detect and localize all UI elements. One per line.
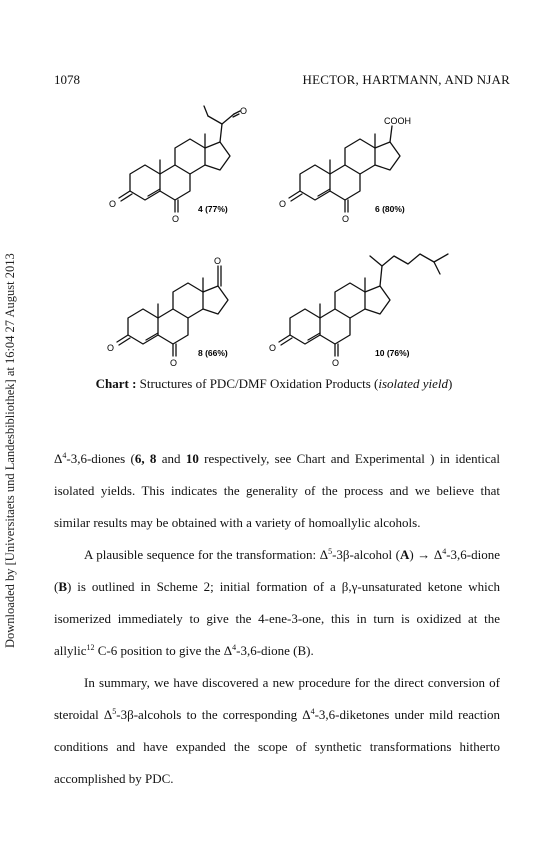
download-watermark: Downloaded by [Universitaets und Landesbibliothek] at 16:04 27 August 2013 — [3, 253, 17, 648]
structure-10 — [269, 254, 448, 368]
text-run: ) is outlined in Scheme 2; initial formation of a β,γ-unsaturated ketone which isomerized immediately to give the 4-ene-3-one, this in turn is oxidized at the allylic — [54, 579, 500, 658]
superscript: 4 — [442, 547, 447, 556]
oxygen-atom: O — [279, 199, 287, 209]
superscript: 5 — [112, 707, 117, 716]
text-run: ) → Δ — [409, 547, 443, 562]
compound-ref: B — [58, 579, 68, 594]
caption-lead: Chart : — [95, 376, 137, 391]
running-head: HECTOR, HARTMANN, AND NJAR — [302, 72, 510, 87]
structure-8 — [107, 256, 228, 368]
structure-label: 10 (76%) — [375, 348, 410, 358]
paragraph-1 — [54, 443, 500, 539]
superscript: 4 — [62, 451, 67, 460]
page-number: 1078 — [54, 72, 80, 87]
oxygen-atom: O — [109, 199, 117, 209]
paragraph-2 — [54, 539, 500, 667]
compound-ref: A — [400, 547, 410, 562]
reference-superscript: 12 — [86, 643, 95, 652]
structure-6 — [279, 116, 411, 224]
caption-italic: isolated yield — [378, 376, 449, 391]
superscript: 5 — [328, 547, 333, 556]
oxygen-atom: O — [170, 358, 178, 368]
text-run: -3β-alcohols to the corresponding Δ — [116, 707, 311, 722]
text-run: C-6 position to give the Δ — [94, 643, 233, 658]
structure-label: 8 (66%) — [198, 348, 228, 358]
text-run: and — [156, 451, 186, 466]
paragraph-3 — [54, 667, 500, 795]
text-run: -3,6-dione (B). — [236, 643, 314, 658]
structure-label: 6 (80%) — [375, 204, 405, 214]
oxygen-atom: O — [172, 214, 180, 224]
chart-caption — [0, 376, 548, 392]
body-text — [54, 443, 500, 795]
compound-ref: 6, 8 — [134, 451, 157, 466]
text-run: A plausible sequence for the transformation: Δ — [84, 547, 329, 562]
text-run: respectively, see Chart and Experimental ) in identical isolated yields. This indicates the generality of the process and we believe that similar results may be obtained with a variety of homoallylic alcohols. — [54, 451, 500, 530]
text-run: -3,6-dione ( — [54, 547, 500, 594]
oxygen-atom: O — [214, 256, 222, 266]
oxygen-atom: O — [342, 214, 350, 224]
chemical-structures-chart — [0, 0, 548, 380]
superscript: 4 — [310, 707, 315, 716]
delta-symbol: Δ — [54, 451, 63, 466]
oxygen-atom: O — [240, 106, 248, 116]
oxygen-atom: O — [107, 343, 115, 353]
text-run: -3,6-diketones under mild reaction conditions and have expanded the scope of synthetic transformations hitherto accomplished by PDC. — [54, 707, 501, 786]
text-run: -3,6-diones ( — [66, 451, 135, 466]
superscript: 4 — [232, 643, 237, 652]
text-run: -3β-alcohol ( — [332, 547, 401, 562]
carboxylic-acid-group: COOH — [384, 116, 411, 126]
caption-end: ) — [448, 376, 453, 391]
text-run: In summary, we have discovered a new procedure for the direct conversion of steroidal Δ — [54, 675, 500, 722]
compound-ref: 10 — [185, 451, 199, 466]
caption-text: Structures of PDC/DMF Oxidation Products ( — [136, 376, 379, 391]
oxygen-atom: O — [269, 343, 277, 353]
structure-4 — [109, 106, 247, 224]
oxygen-atom: O — [332, 358, 340, 368]
structure-label: 4 (77%) — [198, 204, 228, 214]
